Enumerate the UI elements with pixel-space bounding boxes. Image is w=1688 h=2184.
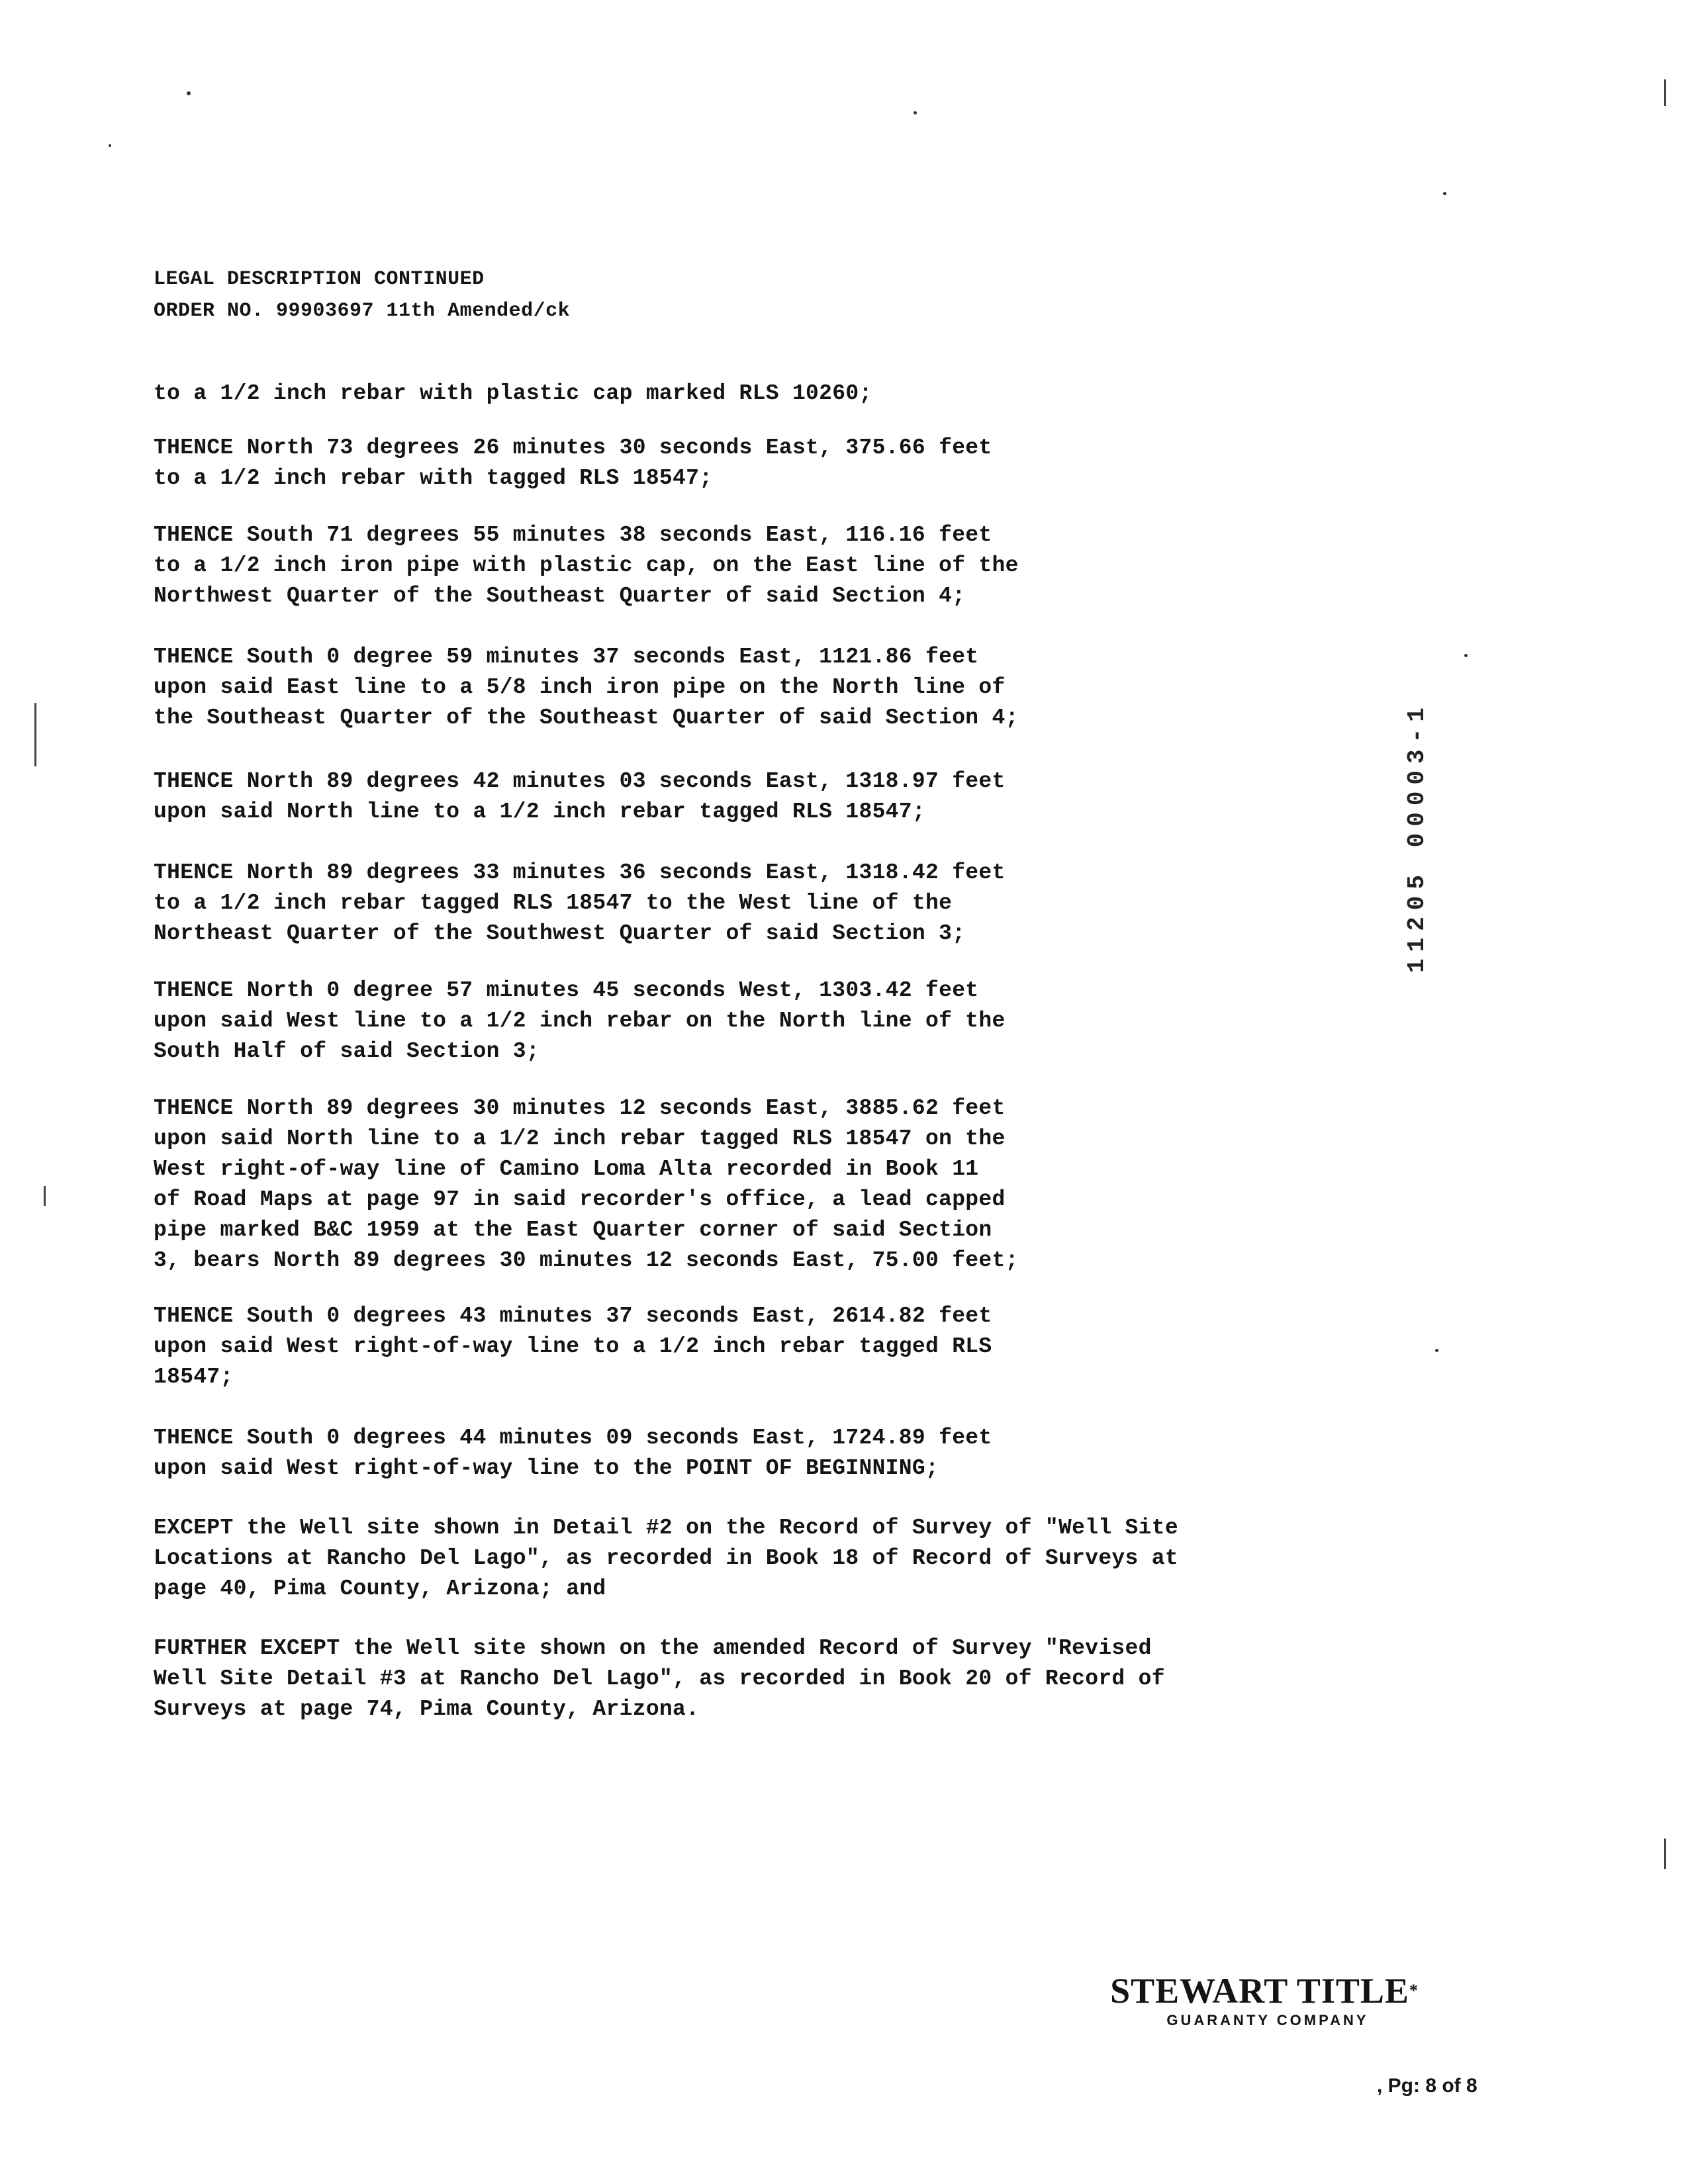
- text-line: page 40, Pima County, Arizona; and: [154, 1576, 606, 1601]
- document-header: [154, 263, 570, 327]
- text-line: South Half of said Section 3;: [154, 1039, 539, 1064]
- text-line: upon said West right-of-way line to the POINT OF BEGINNING;: [154, 1456, 939, 1480]
- text-line: THENCE South 0 degrees 43 minutes 37 seconds East, 2614.82 feet: [154, 1304, 992, 1328]
- text-line: 18547;: [154, 1365, 234, 1389]
- text-line: THENCE North 89 degrees 30 minutes 12 seconds East, 3885.62 feet: [154, 1096, 1006, 1120]
- scan-speck: [109, 144, 111, 147]
- text-line: upon said East line to a 5/8 inch iron pipe on the North line of: [154, 675, 1006, 700]
- text-line: THENCE North 89 degrees 33 minutes 36 seconds East, 1318.42 feet: [154, 860, 1006, 885]
- header-title: LEGAL DESCRIPTION CONTINUED: [154, 268, 485, 291]
- legal-paragraph: [154, 379, 1358, 409]
- legal-paragraph: [154, 520, 1358, 612]
- scan-speck: [1464, 654, 1468, 657]
- text-line: of Road Maps at page 97 in said recorder's office, a lead capped: [154, 1187, 1006, 1212]
- text-line: to a 1/2 inch rebar with tagged RLS 18547;: [154, 466, 713, 490]
- legal-paragraph: [154, 766, 1358, 827]
- text-line: Northeast Quarter of the Southwest Quarter of said Section 3;: [154, 921, 966, 946]
- text-line: upon said West right-of-way line to a 1/2 inch rebar tagged RLS: [154, 1334, 992, 1359]
- scan-edge-mark: [44, 1186, 46, 1206]
- legal-paragraph: [154, 433, 1358, 494]
- text-line: EXCEPT the Well site shown in Detail #2 on the Record of Survey of "Well Site: [154, 1516, 1178, 1540]
- page-number: , Pg: 8 of 8: [1377, 2075, 1477, 2097]
- text-line: Well Site Detail #3 at Rancho Del Lago", as recorded in Book 20 of Record of: [154, 1666, 1165, 1691]
- text-line: upon said West line to a 1/2 inch rebar on the North line of the: [154, 1009, 1006, 1033]
- text-line: West right-of-way line of Camino Loma Alta recorded in Book 11: [154, 1157, 979, 1181]
- text-line: pipe marked B&C 1959 at the East Quarter corner of said Section: [154, 1218, 992, 1242]
- legal-paragraph: [154, 642, 1358, 733]
- text-line: THENCE South 0 degrees 44 minutes 09 seconds East, 1724.89 feet: [154, 1426, 992, 1450]
- logo-registered-mark: *: [1409, 1981, 1419, 2000]
- text-line: 3, bears North 89 degrees 30 minutes 12 seconds East, 75.00 feet;: [154, 1248, 1019, 1273]
- text-line: THENCE South 0 degree 59 minutes 37 seconds East, 1121.86 feet: [154, 645, 979, 669]
- text-line: Northwest Quarter of the Southeast Quarter of said Section 4;: [154, 584, 966, 608]
- text-line: Locations at Rancho Del Lago", as recorded in Book 18 of Record of Surveys at: [154, 1546, 1178, 1570]
- text-line: to a 1/2 inch rebar with plastic cap marked RLS 10260;: [154, 381, 872, 406]
- logo-main-text: STEWART TITLE: [1110, 1971, 1409, 2011]
- text-line: THENCE North 73 degrees 26 minutes 30 seconds East, 375.66 feet: [154, 435, 992, 460]
- legal-paragraph: [154, 1423, 1358, 1484]
- legal-paragraph: [154, 1301, 1358, 1392]
- scan-speck: [1435, 1349, 1438, 1352]
- legal-paragraph: [154, 1633, 1358, 1725]
- legal-paragraph: [154, 858, 1358, 949]
- text-line: upon said North line to a 1/2 inch rebar tagged RLS 18547 on the: [154, 1126, 1006, 1151]
- order-number: ORDER NO. 99903697 11th Amended/ck: [154, 300, 571, 322]
- scan-speck: [1443, 192, 1446, 195]
- text-line: to a 1/2 inch rebar tagged RLS 18547 to the West line of the: [154, 891, 953, 915]
- stewart-title-logo: [1066, 1971, 1463, 2030]
- scan-edge-mark: [34, 703, 36, 766]
- legal-paragraph: [154, 1093, 1358, 1276]
- text-line: to a 1/2 inch iron pipe with plastic cap, on the East line of the: [154, 553, 1019, 578]
- scan-speck: [187, 91, 191, 95]
- text-line: upon said North line to a 1/2 inch rebar tagged RLS 18547;: [154, 799, 925, 824]
- scan-edge-mark: [1664, 79, 1666, 106]
- legal-paragraph: [154, 976, 1358, 1067]
- text-line: THENCE North 89 degrees 42 minutes 03 seconds East, 1318.97 feet: [154, 769, 1006, 794]
- scan-edge-mark: [1664, 1839, 1666, 1869]
- legal-paragraph: [154, 1513, 1358, 1604]
- logo-wordmark: [1066, 1971, 1463, 2011]
- text-line: THENCE South 71 degrees 55 minutes 38 seconds East, 116.16 feet: [154, 523, 992, 547]
- text-line: THENCE North 0 degree 57 minutes 45 seconds West, 1303.42 feet: [154, 978, 979, 1003]
- text-line: the Southeast Quarter of the Southeast Quarter of said Section 4;: [154, 705, 1019, 730]
- logo-subtitle: GUARANTY COMPANY: [1166, 2012, 1369, 2028]
- scan-speck: [914, 111, 917, 114]
- recording-stamp: 11205 00003-1: [1403, 701, 1430, 973]
- text-line: FURTHER EXCEPT the Well site shown on the amended Record of Survey "Revised: [154, 1636, 1152, 1661]
- text-line: Surveys at page 74, Pima County, Arizona.: [154, 1697, 700, 1721]
